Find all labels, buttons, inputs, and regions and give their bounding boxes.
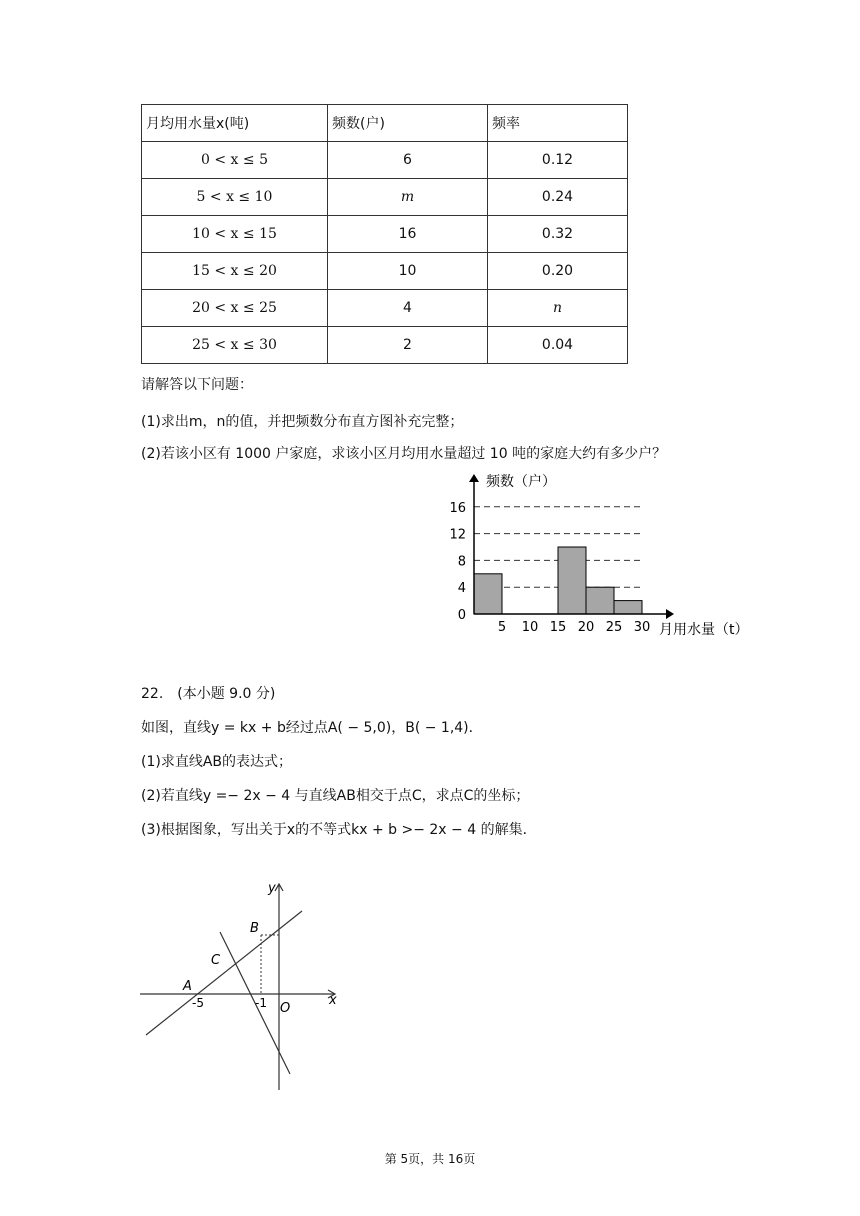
q21-prompt: 请解答以下问题： (141, 377, 253, 393)
q22-part2: (2)若直线y =− 2x − 4 与直线AB相交于点C，求点C的坐标； (141, 788, 530, 804)
graph-label-minus5: -5 (192, 996, 204, 1010)
table-cell: 16 (328, 216, 488, 253)
histogram-y-axis-label: 频数（户） (486, 474, 556, 490)
histogram-x-tick-labels (498, 620, 650, 635)
header-cell-frequency-rate: 频率 (488, 105, 628, 142)
histogram-bar (614, 601, 642, 614)
table-row (142, 216, 628, 253)
histogram-x-tick-label: 10 (521, 620, 539, 635)
graph-label-minus1: -1 (255, 996, 267, 1010)
table-row (142, 253, 628, 290)
graph-label-x: x (329, 993, 337, 1008)
table-cell: 2 (328, 327, 488, 364)
y-axis-arrow-icon (469, 474, 479, 482)
q22-part1: (1)求直线AB的表达式； (141, 754, 293, 770)
histogram-x-tick-label: 25 (605, 620, 623, 635)
graph-label-origin: O (280, 1001, 291, 1016)
histogram-bar (474, 574, 502, 614)
histogram-y-tick-label: 12 (449, 527, 466, 543)
table-row (142, 179, 628, 216)
table-cell: n (488, 290, 628, 327)
histogram-bar (586, 587, 614, 614)
graph-label-b: B (250, 921, 259, 936)
q21-part2: (2)若该小区有 1000 户家庭，求该小区月均用水量超过 10 吨的家庭大约有多少户？ (141, 446, 667, 462)
table-cell: 10 (328, 253, 488, 290)
table-header-row (142, 105, 628, 142)
table-cell: 6 (328, 142, 488, 179)
graph-label-a: A (183, 979, 192, 994)
histogram-y-tick-label: 0 (457, 608, 466, 623)
histogram-x-axis-label: 月用水量（t） (659, 622, 749, 638)
table-cell: 0.20 (488, 253, 628, 290)
q22-heading: 22. (本小题 9.0 分) (141, 686, 276, 702)
header-cell-frequency-count: 频数(户) (328, 105, 488, 142)
q21-part1: (1)求出m，n的值，并把频数分布直方图补充完整； (141, 414, 464, 430)
table-cell: 0.12 (488, 142, 628, 179)
q22-intro: 如图，直线y = kx + b经过点A( − 5,0)，B( − 1,4)． (141, 720, 483, 736)
table-cell: 10 < x ≤ 15 (142, 216, 328, 253)
histogram-x-tick-label: 15 (549, 620, 567, 635)
table-cell: 15 < x ≤ 20 (142, 253, 328, 290)
frequency-histogram (440, 466, 760, 646)
histogram-bar (558, 547, 586, 614)
page-footer: 第 5页，共 16页 (384, 1152, 476, 1166)
table-cell: 0.32 (488, 216, 628, 253)
table-row (142, 290, 628, 327)
table-cell: 4 (328, 290, 488, 327)
table-row (142, 327, 628, 364)
histogram-x-tick-label: 30 (633, 620, 651, 635)
table-cell: m (328, 179, 488, 216)
graph-label-y: y (268, 881, 276, 896)
table-cell: 25 < x ≤ 30 (142, 327, 328, 364)
histogram-y-tick-label: 16 (449, 500, 466, 516)
table-cell: 0.04 (488, 327, 628, 364)
table-row (142, 142, 628, 179)
frequency-table (141, 104, 628, 364)
x-axis-arrow-icon (666, 609, 674, 619)
histogram-x-tick-label: 5 (497, 620, 507, 635)
header-cell-water-usage: 月均用水量x(吨) (142, 105, 328, 142)
histogram-y-tick-labels (449, 501, 466, 623)
q22-part3: (3)根据图象，写出关于x的不等式kx + b >− 2x − 4 的解集． (141, 822, 537, 838)
histogram-y-tick-label: 8 (457, 554, 466, 570)
histogram-x-tick-label: 20 (577, 620, 595, 635)
table-cell: 5 < x ≤ 10 (142, 179, 328, 216)
histogram-bars (474, 547, 642, 614)
table-cell: 20 < x ≤ 25 (142, 290, 328, 327)
line-intersection-graph (136, 876, 356, 1096)
graph-label-c: C (211, 953, 221, 968)
histogram-y-tick-label: 4 (457, 581, 466, 597)
table-cell: 0 < x ≤ 5 (142, 142, 328, 179)
table-cell: 0.24 (488, 179, 628, 216)
